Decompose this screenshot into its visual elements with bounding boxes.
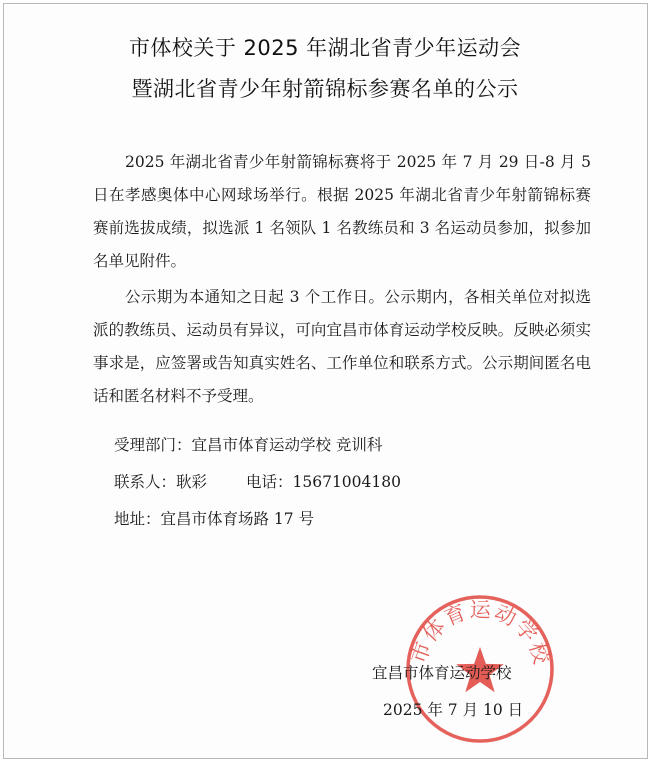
signature-org: 宜昌市体育运动学校: [372, 664, 512, 682]
contact-phone: 电话：15671004180: [246, 473, 401, 491]
contact-person: 联系人：耿彩: [114, 473, 208, 491]
document-title-line1: 市体校关于 2025 年湖北省青少年运动会: [128, 36, 522, 60]
contact-address: 地址：宜昌市体育场路 17 号: [114, 510, 315, 528]
paragraph-publicity-period: 公示期为本通知之日起 3 个工作日。公示期内，各相关单位对拟选派的教练员、运动员有异议，可向宜昌市体育运动学校反映。反映必须实事求是，应签署或告知真实姓名、工作单位和联系方式。公示期间匿名电话和匿名材料不予受理。: [93, 288, 591, 405]
contact-department: 受理部门：宜昌市体育运动学校 竞训科: [114, 436, 383, 454]
signature-date: 2025 年 7 月 10 日: [383, 701, 524, 719]
seal-text: 市体育运动学校: [406, 597, 555, 669]
document-title-line2: 暨湖北省青少年射箭锦标参赛名单的公示: [131, 77, 519, 101]
paragraph-competition-info: 2025 年湖北省青少年射箭锦标赛将于 2025 年 7 月 29 日-8 月 5 日在孝感奥体中心网球场举行。根据 2025 年湖北省青少年射箭锦标赛赛前选拔成绩，拟选派 1 名领队 1 名教练员和 3 名运动员参加，拟参加名单见附件。: [93, 153, 591, 270]
contact-line: [114, 470, 401, 492]
